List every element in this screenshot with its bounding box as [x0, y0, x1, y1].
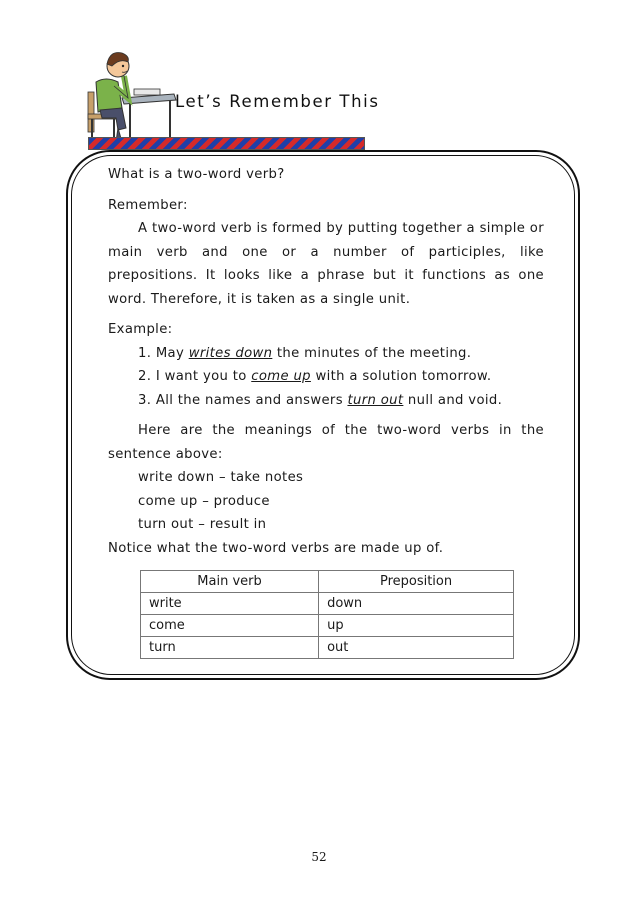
- meaning-item: turn out – result in: [138, 517, 267, 532]
- lesson-content: [108, 163, 544, 560]
- table-cell: up: [319, 615, 514, 637]
- example-item: 3. All the names and answers turn out null and void.: [138, 392, 503, 408]
- table-header-row: [141, 571, 514, 593]
- page-number: 52: [311, 850, 327, 864]
- column-header-main-verb: Main verb: [141, 571, 319, 593]
- meaning-item: write down – take notes: [138, 470, 304, 485]
- remember-label: Remember:: [108, 197, 188, 213]
- two-word-verb: come up: [251, 369, 311, 384]
- table-cell: down: [319, 593, 514, 615]
- definition-paragraph: A two-word verb is formed by putting together a simple or main verb and one or a number of participles, like prepositions. It looks like a phrase but it functions as one word. Therefore, it is taken as a single unit.: [108, 221, 544, 307]
- example-item: 1. May writes down the minutes of the meeting.: [138, 345, 472, 361]
- two-word-verb: writes down: [188, 345, 273, 361]
- boy-at-desk-illustration: [78, 42, 178, 150]
- section-title: Let’s Remember This: [175, 92, 380, 111]
- meanings-intro: Here are the meanings of the two-word verbs in the sentence above:: [108, 423, 544, 462]
- question-heading: What is a two-word verb?: [108, 167, 285, 182]
- table-cell: write: [141, 593, 319, 615]
- notice-text: Notice what the two-word verbs are made up of.: [108, 540, 444, 556]
- table-row: [141, 615, 514, 637]
- example-item: 2. I want you to come up with a solution tomorrow.: [138, 369, 492, 384]
- example-label: Example:: [108, 322, 173, 337]
- table-cell: out: [319, 637, 514, 659]
- table-row: [141, 637, 514, 659]
- column-header-preposition: Preposition: [319, 571, 514, 593]
- meaning-item: come up – produce: [138, 493, 270, 509]
- table-row: [141, 593, 514, 615]
- table-cell: come: [141, 615, 319, 637]
- striped-header-bar: [88, 137, 365, 150]
- verb-preposition-table: [140, 570, 514, 659]
- table-cell: turn: [141, 637, 319, 659]
- two-word-verb: turn out: [347, 392, 404, 408]
